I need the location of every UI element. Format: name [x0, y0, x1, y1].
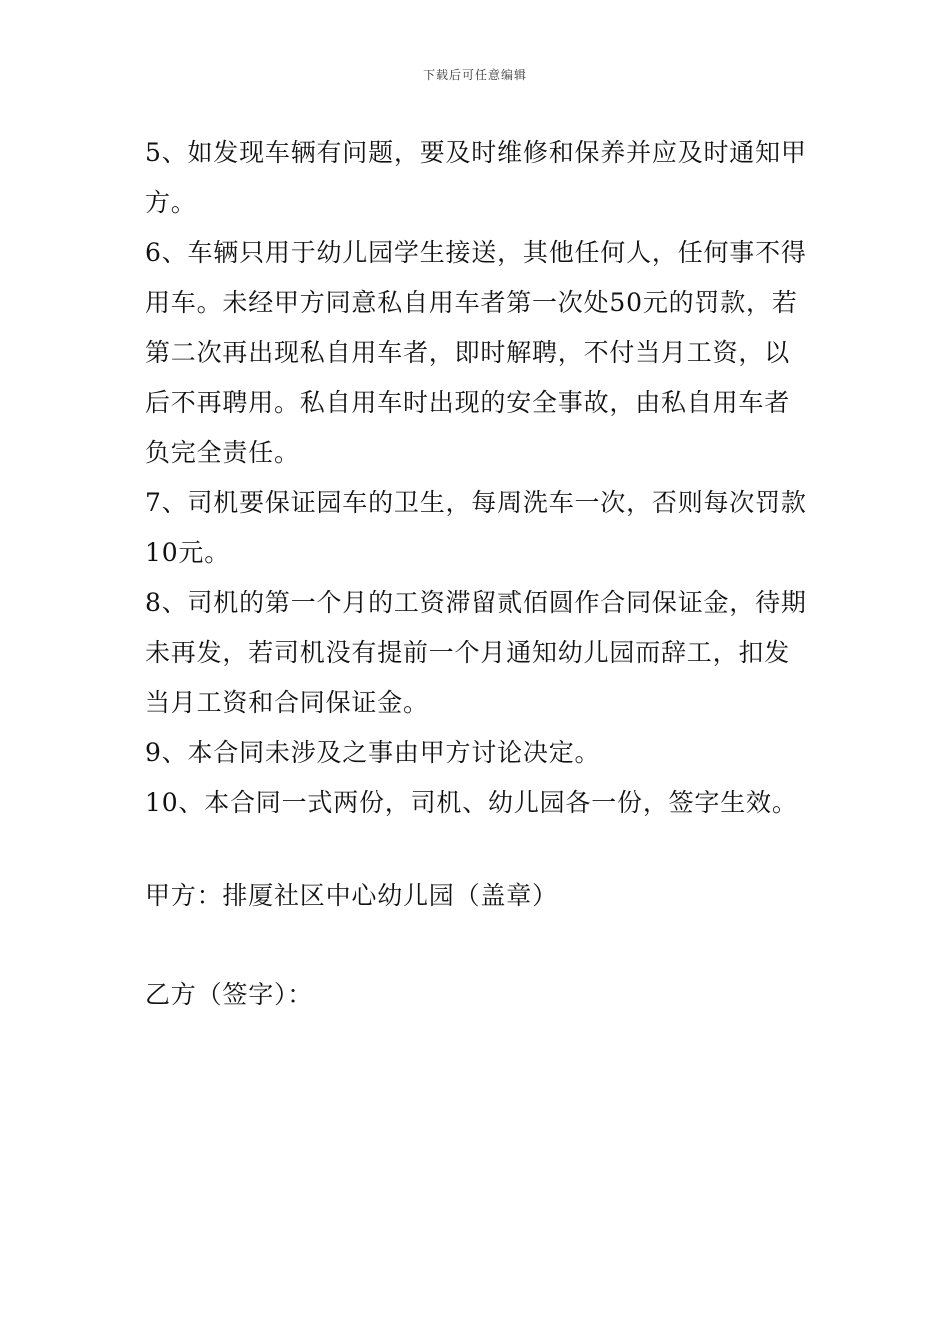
clause-8: 8、司机的第一个月的工资滞留贰佰圆作合同保证金，待期未再发，若司机没有提前一个月通知幼儿园而辞工，扣发当月工资和合同保证金。: [145, 588, 807, 717]
contract-clauses: [145, 128, 810, 828]
page-header-note: 下载后可任意编辑: [422, 68, 527, 82]
clause-6: 6、车辆只用于幼儿园学生接送，其他任何人，任何事不得用车。未经甲方同意私自用车者第一次处50元的罚款，若第二次再出现私自用车者，即时解聘，不付当月工资，以后不再聘用。私自用车时出现的安全事故，由私自用车者负完全责任。: [145, 238, 807, 467]
clause-9: 9、本合同未涉及之事由甲方讨论决定。: [145, 738, 601, 767]
party-a-signature: 甲方：排厦社区中心幼儿园（盖章）: [145, 881, 558, 910]
clause-10: 10、本合同一式两份，司机、幼儿园各一份，签字生效。: [145, 788, 798, 817]
clause-7: 7、司机要保证园车的卫生，每周洗车一次，否则每次罚款10元。: [145, 488, 807, 567]
clause-5: 5、如发现车辆有问题，要及时维修和保养并应及时通知甲方。: [145, 138, 807, 217]
party-b-signature: 乙方（签字）：: [145, 980, 314, 1009]
